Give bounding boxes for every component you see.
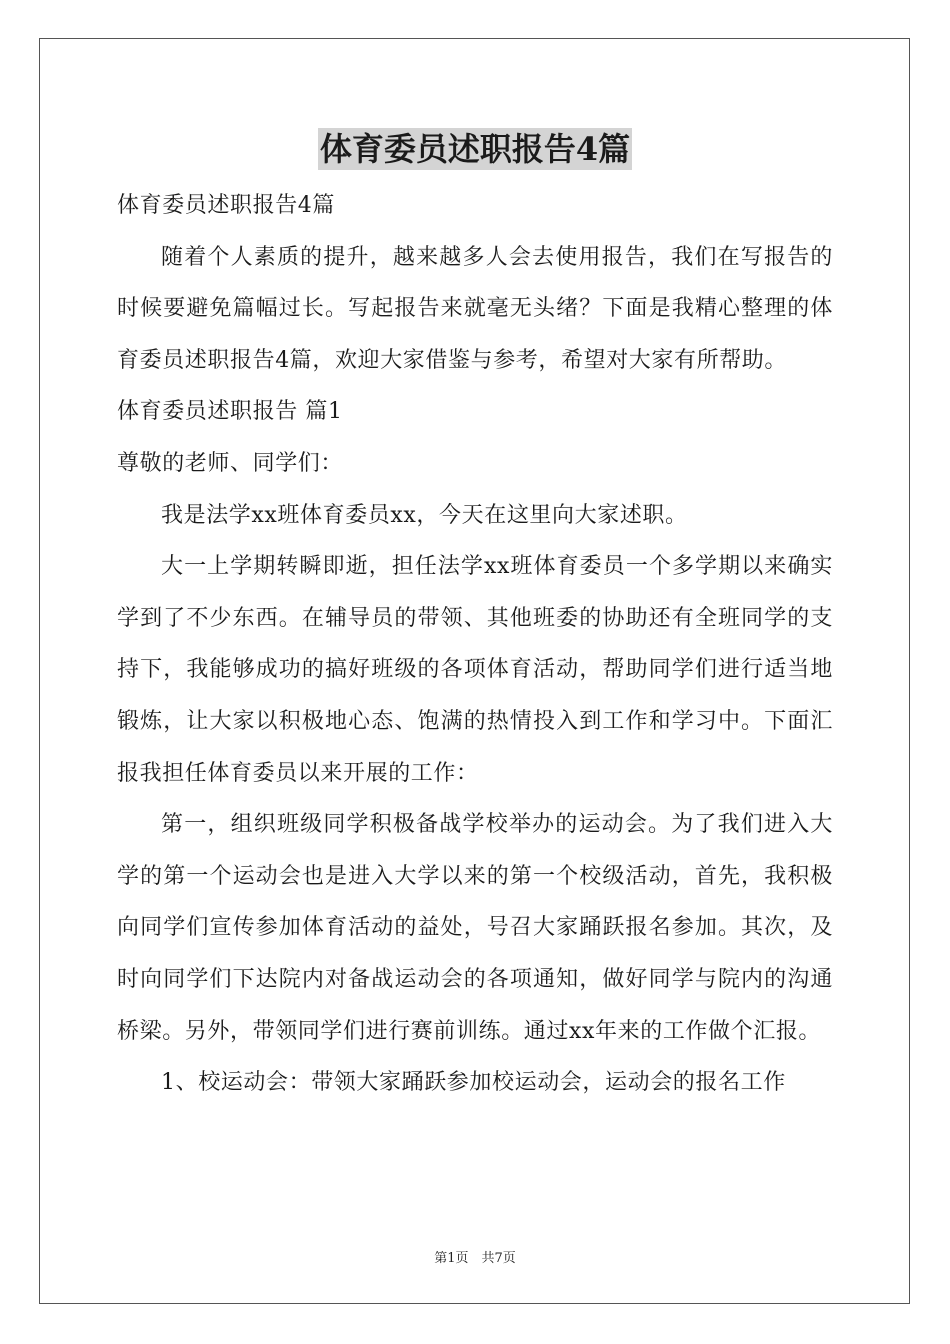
paragraph-salutation: 尊敬的老师、同学们： xyxy=(117,450,344,476)
paragraph-self-intro: 我是法学xx班体育委员xx，今天在这里向大家述职。 xyxy=(161,502,688,528)
page-footer: 第1页 共7页 xyxy=(434,1251,516,1266)
paragraph-first-item: 第一，组织班级同学积极备战学校举办的运动会。为了我们进入大学的第一个运动会也是进入大学以来的第一个校级活动，首先，我积极向同学们宣传参加体育活动的益处，号召大家踊跃报名参加。其次，及时向同学们下达院内对备战运动会的各项通知，做好同学与院内的沟通桥梁。另外，带领同学们进行赛前训练。通过xx年来的工作做个汇报。 xyxy=(117,812,833,1044)
document-title: 体育委员述职报告4篇 xyxy=(319,130,631,168)
paragraph-intro: 随着个人素质的提升，越来越多人会去使用报告，我们在写报告的时候要避免篇幅过长。写起报告来就毫无头绪？下面是我精心整理的体育委员述职报告4篇，欢迎大家借鉴与参考，希望对大家有所帮助。 xyxy=(117,244,833,373)
paragraph-subtitle: 体育委员述职报告4篇 xyxy=(117,193,335,218)
paragraph-overview: 大一上学期转瞬即逝，担任法学xx班体育委员一个多学期以来确实学到了不少东西。在辅导员的带领、其他班委的协助还有全班同学的支持下，我能够成功的搞好班级的各项体育活动，帮助同学们进行适当地锻炼，让大家以积极地心态、饱满的热情投入到工作和学习中。下面汇报我担任体育委员以来开展的工作： xyxy=(117,554,833,786)
paragraph-section-heading: 体育委员述职报告 篇1 xyxy=(117,399,343,425)
document-body xyxy=(117,180,833,1109)
paragraph-numbered-item: 1、校运动会：带领大家踊跃参加校运动会，运动会的报名工作 xyxy=(161,1070,786,1096)
title-container xyxy=(0,128,950,170)
